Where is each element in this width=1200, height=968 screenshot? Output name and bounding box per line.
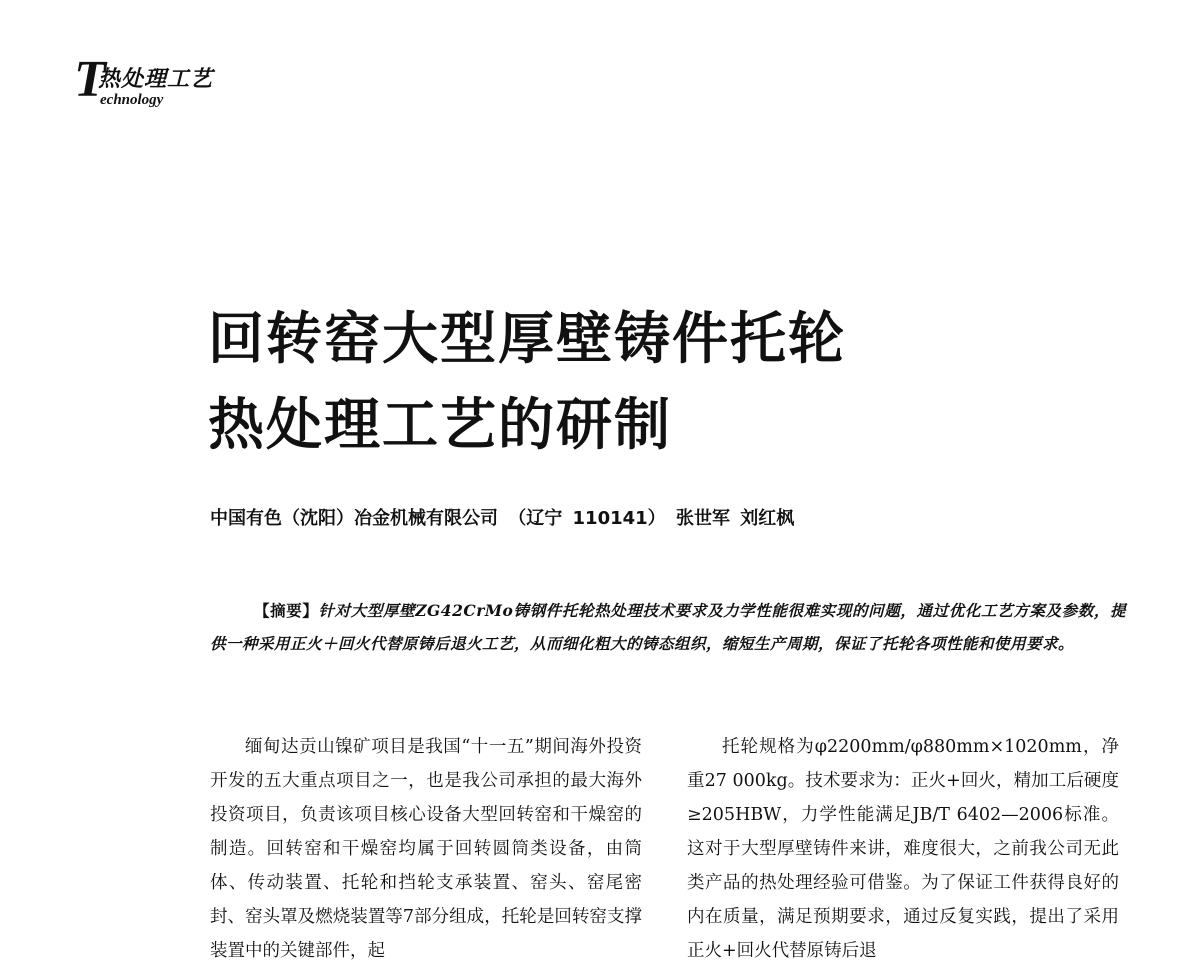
authors-affiliation: 中国有色（沈阳）冶金机械有限公司 （辽宁 110141） 张世军 刘红枫 bbox=[210, 508, 795, 529]
logo-letter: T bbox=[74, 51, 106, 108]
title-line-2: 热处理工艺的研制 bbox=[208, 392, 672, 458]
article-title bbox=[208, 296, 846, 468]
logo-chinese-text: 热处理工艺 bbox=[98, 66, 214, 92]
abstract-label: 【摘要】 bbox=[254, 601, 319, 620]
section-logo bbox=[74, 51, 274, 120]
logo-english-text: echnology bbox=[100, 92, 164, 108]
body-column-right: 托轮规格为φ2200mm/φ880mm×1020mm，净重27 000kg。技术要求为：正火+回火，精加工后硬度≥205HBW，力学性能满足JB/T 6402—2006标准。这对于大型厚壁铸件来讲，难度很大，之前我公司无此类产品的热处理经验可借鉴。为了保证工件获得良好的内在质量，满足预期要求，通过反复实践，提出了采用正火+回火代替原铸后退 bbox=[687, 737, 1119, 961]
abstract bbox=[210, 594, 1126, 660]
body-column-left: 缅甸达贡山镍矿项目是我国“十一五”期间海外投资开发的五大重点项目之一，也是我公司承担的最大海外投资项目，负责该项目核心设备大型回转窑和干燥窑的制造。回转窑和干燥窑均属于回转圆筒类设备，由筒体、传动装置、托轮和挡轮支承装置、窑头、窑尾密封、窑头罩及燃烧装置等7部分组成，托轮是回转窑支撑装置中的关键部件，起 bbox=[210, 737, 642, 961]
abstract-text: 针对大型厚壁ZG42CrMo铸钢件托轮热处理技术要求及力学性能很难实现的问题，通过优化工艺方案及参数，提供一种采用正火＋回火代替原铸后退火工艺，从而细化粗大的铸态组织，缩短生产周期，保证了托轮各项性能和使用要求。 bbox=[210, 601, 1126, 653]
title-line-1: 回转窑大型厚壁铸件托轮 bbox=[208, 306, 846, 372]
